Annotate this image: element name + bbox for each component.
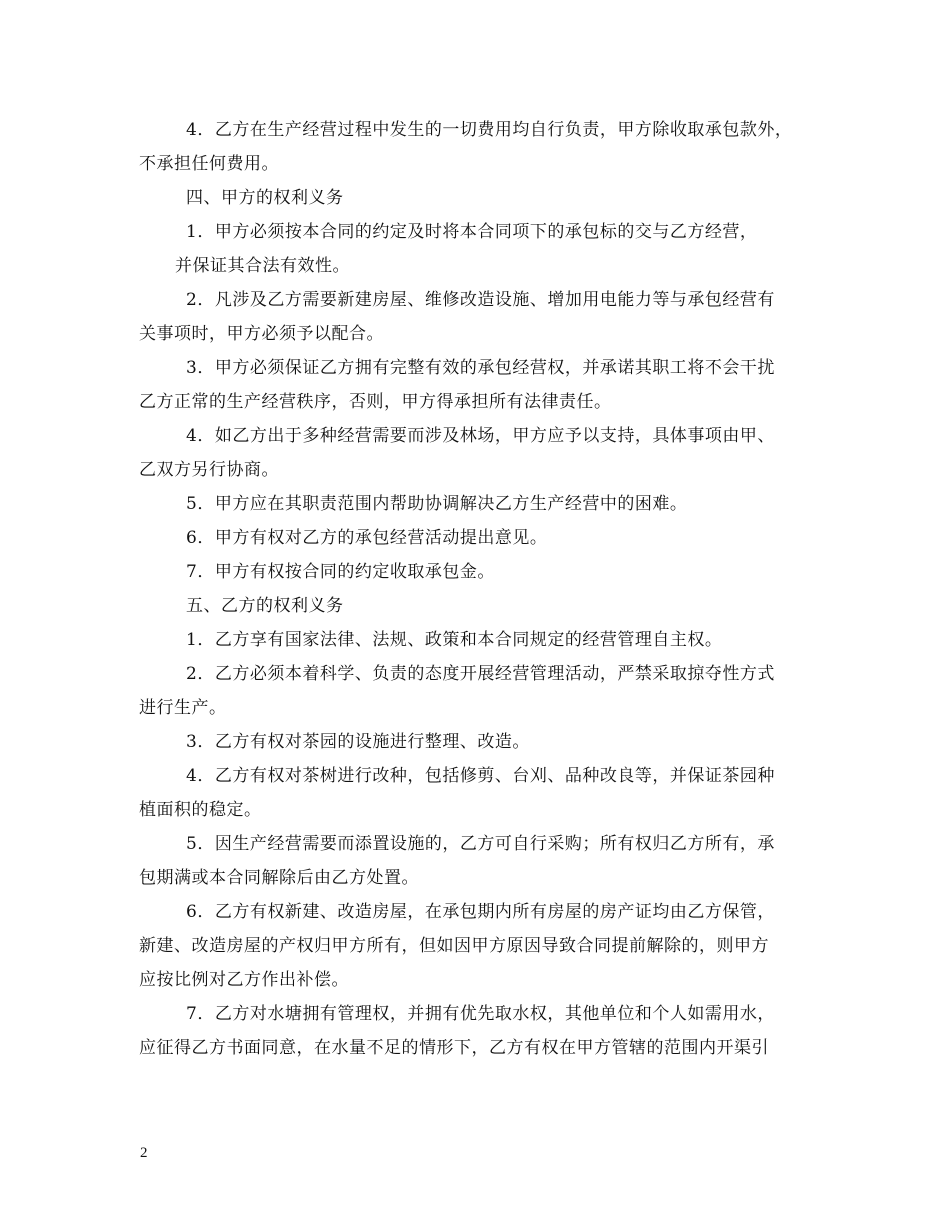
text-line: 2．凡涉及乙方需要新建房屋、维修改造设施、增加用电能力等与承包经营有 bbox=[186, 290, 775, 310]
text-line: 包期满或本合同解除后由乙方处置。 bbox=[139, 868, 419, 888]
text-line: 新建、改造房屋的产权归甲方所有，但如因甲方原因导致合同提前解除的，则甲方 bbox=[139, 936, 769, 956]
text-line: 7．甲方有权按合同的约定收取承包金。 bbox=[186, 562, 495, 582]
page-number: 2 bbox=[140, 1145, 148, 1161]
text-line: 并保证其合法有效性。 bbox=[175, 256, 350, 276]
text-line: 7．乙方对水塘拥有管理权，并拥有优先取水权，其他单位和个人如需用水， bbox=[186, 1004, 775, 1024]
text-line: 植面积的稳定。 bbox=[139, 800, 262, 820]
text-line: 4．乙方有权对茶树进行改种，包括修剪、台刈、品种改良等，并保证茶园种 bbox=[186, 766, 775, 786]
section-heading: 五、乙方的权利义务 bbox=[186, 596, 344, 616]
text-line: 6．乙方有权新建、改造房屋，在承包期内所有房屋的房产证均由乙方保管， bbox=[186, 902, 775, 922]
text-line: 进行生产。 bbox=[139, 698, 227, 718]
text-line: 乙双方另行协商。 bbox=[139, 460, 279, 480]
text-line: 应按比例对乙方作出补偿。 bbox=[139, 970, 349, 990]
text-line: 1．乙方享有国家法律、法规、政策和本合同规定的经营管理自主权。 bbox=[186, 630, 723, 650]
text-line: 乙方正常的生产经营秩序，否则，甲方得承担所有法律责任。 bbox=[139, 392, 612, 412]
section-heading: 四、甲方的权利义务 bbox=[186, 188, 344, 208]
text-line: 5．甲方应在其职责范围内帮助协调解决乙方生产经营中的困难。 bbox=[186, 494, 688, 514]
text-line: 应征得乙方书面同意，在水量不足的情形下，乙方有权在甲方管辖的范围内开渠引 bbox=[139, 1038, 769, 1058]
text-line: 3．甲方必须保证乙方拥有完整有效的承包经营权，并承诺其职工将不会干扰 bbox=[186, 358, 775, 378]
text-line: 6．甲方有权对乙方的承包经营活动提出意见。 bbox=[186, 528, 548, 548]
text-line: 4．乙方在生产经营过程中发生的一切费用均自行负责，甲方除收取承包款外， bbox=[186, 120, 793, 140]
text-line: 1．甲方必须按本合同的约定及时将本合同项下的承包标的交与乙方经营， bbox=[186, 222, 758, 242]
text-line: 3．乙方有权对茶园的设施进行整理、改造。 bbox=[186, 732, 530, 752]
text-line: 5．因生产经营需要而添置设施的，乙方可自行采购；所有权归乙方所有，承 bbox=[186, 834, 775, 854]
text-line: 关事项时，甲方必须予以配合。 bbox=[139, 324, 384, 344]
text-line: 不承担任何费用。 bbox=[139, 154, 279, 174]
text-line: 4．如乙方出于多种经营需要而涉及林场，甲方应予以支持，具体事项由甲、 bbox=[186, 426, 775, 446]
text-line: 2．乙方必须本着科学、负责的态度开展经营管理活动，严禁采取掠夺性方式 bbox=[186, 664, 775, 684]
